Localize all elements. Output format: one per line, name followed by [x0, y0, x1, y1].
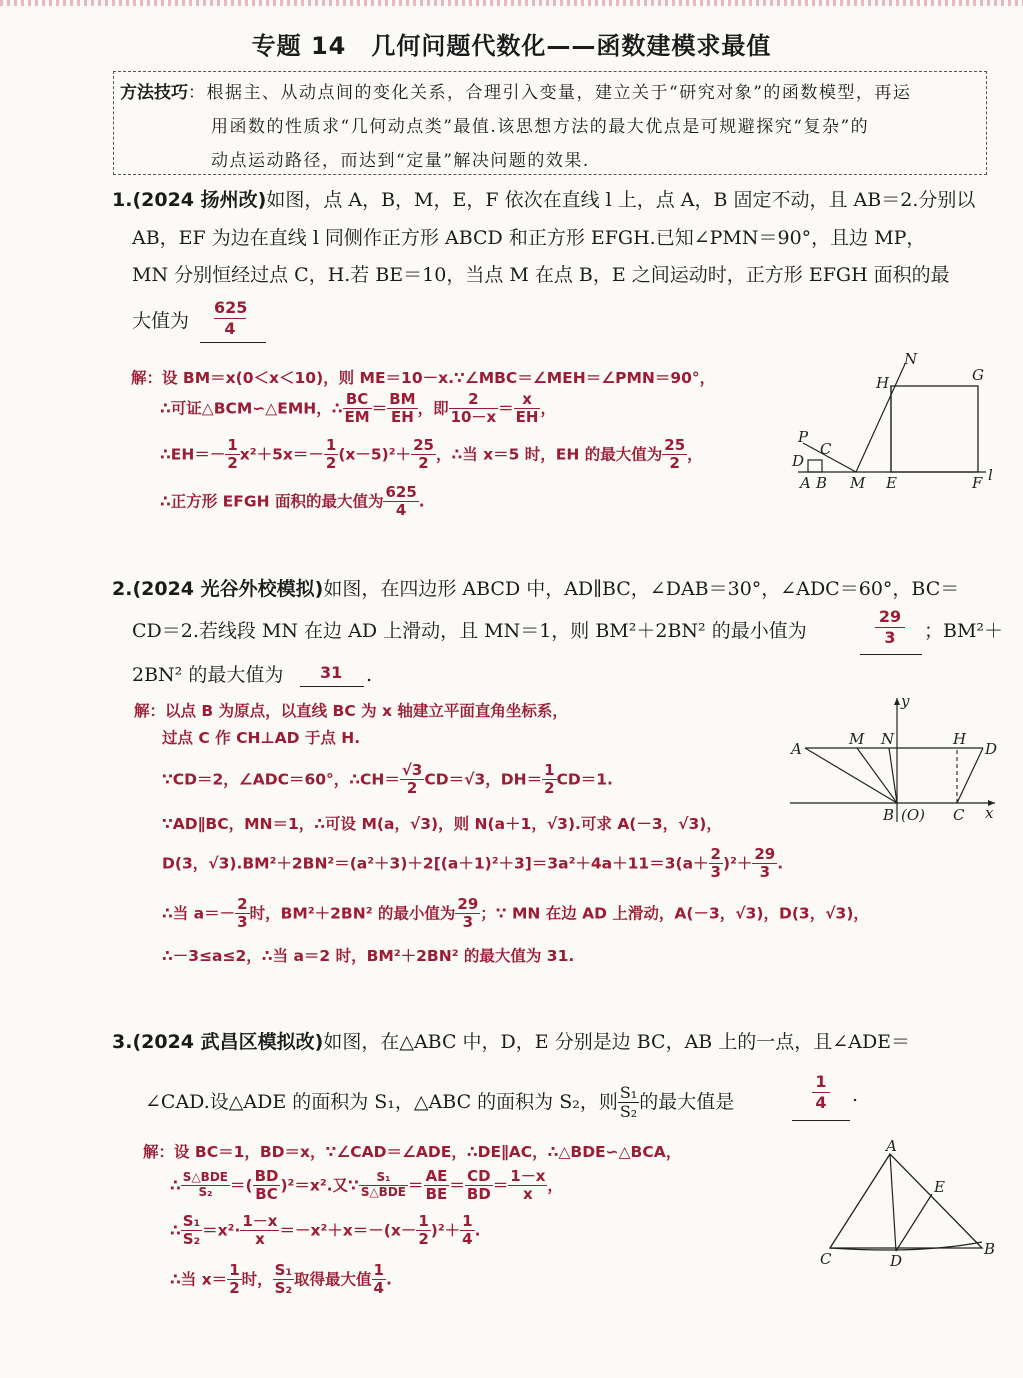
q1-sol-1: 解：设 BM＝x(0＜x＜10)，则 ME＝10－x.∵∠MBC＝∠MEH＝∠PMN＝90°， — [131, 369, 716, 387]
q2-text-3b: . — [366, 664, 373, 686]
frac-num: 2 — [237, 895, 248, 913]
frac-num: 25 — [664, 436, 686, 454]
q1-answer-blank — [200, 296, 266, 343]
q2-source: (2024 光谷外校模拟) — [132, 578, 324, 600]
frac-den: BE — [425, 1185, 448, 1204]
q3-sol-3-text-a: ∴ — [170, 1221, 181, 1240]
q3-sol-4-frac-1 — [227, 1262, 241, 1298]
q3-sol-2-frac-5 — [465, 1168, 493, 1204]
segment-de — [896, 1194, 932, 1251]
frac-num: 29 — [457, 895, 479, 913]
q3-answer-blank — [792, 1070, 850, 1121]
q3-text-2c: . — [852, 1084, 859, 1106]
frac-num: S₁ — [359, 1171, 408, 1186]
label-m: M — [849, 730, 865, 748]
segment-bn — [889, 748, 897, 803]
q2-sol-1: 解：以点 B 为原点，以直线 BC 为 x 轴建立平面直角坐标系， — [134, 702, 568, 720]
label-b: B — [883, 806, 895, 824]
q3-sol-2-text-b: ＝( — [229, 1176, 253, 1195]
frac-den: 3 — [759, 863, 771, 882]
q2-sol-6-text-a: ∴当 a＝－ — [162, 904, 236, 923]
side-cb-curve — [830, 1242, 982, 1250]
method-text-2: 用函数的性质求“几何动点类”最值.该思想方法的最大优点是可规避探究“复杂”的 — [211, 117, 870, 137]
side-ab — [805, 748, 897, 803]
frac-num: 625 — [385, 483, 417, 501]
q1-sol-2-frac-4 — [514, 391, 541, 427]
frac-num: 25 — [413, 436, 434, 454]
label-h: H — [876, 374, 890, 392]
q2-sol-5-text-c: . — [777, 854, 784, 873]
q1-sol-3-text-d: ，∴当 x＝5 时，EH 的最大值为 — [435, 445, 663, 464]
top-decoration — [0, 0, 1023, 6]
label-d: D — [890, 1252, 903, 1270]
q2-sol-3-frac-2 — [542, 762, 556, 798]
q2-sol-6-text-b: 时，BM²＋2BN² 的最小值为 — [249, 904, 456, 923]
q3-sol-3-text-d: )²＋ — [430, 1221, 461, 1240]
q2-sol-3 — [162, 762, 613, 798]
frac-den: EH — [390, 408, 414, 427]
q2-sol-5-frac-2 — [752, 846, 777, 882]
label-y: y — [901, 692, 910, 710]
q3-sol-2-text-c: )²＝x².又∵ — [280, 1176, 359, 1195]
q3-source: (2024 武昌区模拟改) — [132, 1031, 324, 1053]
label-c: C — [820, 440, 832, 458]
q2-sol-3-text-c: CD＝1. — [556, 770, 613, 789]
q1-sol-3-frac-4 — [662, 437, 687, 473]
frac-num: 1 — [227, 436, 238, 454]
frac-num: 1－x — [510, 1167, 546, 1185]
frac-num: √3 — [401, 761, 423, 779]
q1-sol-2-frac-2 — [387, 391, 417, 427]
label-a: A — [791, 740, 802, 758]
frac-den: 4 — [373, 1279, 384, 1298]
label-g: G — [972, 366, 984, 384]
q3-sol-2-frac-2 — [253, 1168, 281, 1204]
frac-den: x — [255, 1230, 265, 1249]
q3-answer-num: 1 — [812, 1072, 830, 1093]
frac-den: 2 — [229, 1279, 240, 1298]
frac-den: EM — [344, 408, 370, 427]
q1-sol-2-eq-2: ＝ — [498, 399, 514, 418]
q3-ratio — [618, 1084, 639, 1122]
frac-num: 1 — [462, 1212, 473, 1230]
frac-den: S₂ — [274, 1279, 293, 1298]
q1-text-4: 大值为 — [132, 310, 190, 332]
frac-num: BM — [389, 390, 416, 408]
label-e: E — [934, 1178, 945, 1196]
y-axis-arrow — [894, 698, 900, 705]
label-x: x — [985, 804, 994, 822]
q2-sol-3-text-a: ∵CD＝2，∠ADC＝60°，∴CH＝ — [162, 770, 400, 789]
q1-text-2: AB，EF 为边在直线 l 同侧作正方形 ABCD 和正方形 EFGH.已知∠PMN＝90°，且边 MP， — [132, 227, 926, 249]
q3-sol-3-text-b: ＝x²· — [202, 1221, 241, 1240]
q3-sol-3-frac-4 — [460, 1213, 474, 1249]
q3-sol-2-frac-3 — [359, 1171, 408, 1200]
q1-answer-den: 4 — [224, 319, 236, 338]
q2-text-1: 如图，在四边形 ABCD 中，AD∥BC，∠DAB＝30°，∠ADC＝60°，BC＝ — [323, 578, 960, 600]
frac-den: BC — [255, 1185, 278, 1204]
label-d: D — [792, 452, 805, 470]
label-c: C — [820, 1250, 832, 1268]
q1-sol-3-frac-2 — [324, 437, 338, 473]
frac-den: 2 — [227, 454, 238, 473]
label-o: (O) — [901, 806, 926, 824]
frac-num: AE — [425, 1167, 448, 1185]
q3-text-2b: 的最大值是 — [639, 1090, 735, 1113]
q3-sol-1: 解：设 BC＝1，BD＝x，∵∠CAD＝∠ADE，∴DE∥AC，∴△BDE∽△BCA， — [143, 1143, 682, 1161]
q1-sol-3-frac-3 — [411, 437, 436, 473]
page-title: 专题 14 几何问题代数化——函数建模求最值 — [251, 32, 772, 60]
frac-num: S₁ — [274, 1261, 293, 1279]
q2-sol-5-text-a: D(3，√3).BM²＋2BN²＝(a²＋3)＋2[(a＋1)²＋3]＝3a²＋4a＋11＝3(a＋ — [162, 854, 709, 873]
q2-figure — [785, 690, 1000, 830]
q1-sol-3 — [160, 437, 703, 473]
method-text-3: 动点运动路径，而达到“定量”解决问题的效果. — [211, 151, 590, 171]
q2-answer-2: 31 — [320, 663, 343, 682]
q3-sol-2-text-f: ＝ — [492, 1176, 509, 1195]
frac-den: EH — [515, 408, 539, 427]
frac-num: S△BDE — [182, 1170, 228, 1185]
frac-den: 4 — [462, 1230, 473, 1249]
frac-num: 2 — [710, 845, 721, 863]
q3-figure — [810, 1138, 1000, 1273]
q2-answer-1-den: 3 — [884, 628, 896, 647]
q1-sol-3-text-c: (x－5)²＋ — [338, 445, 412, 464]
q3-sol-2-text-g: ， — [547, 1176, 563, 1195]
label-b: B — [984, 1240, 996, 1258]
q1-sol-3-text-b: x²＋5x＝－ — [239, 445, 324, 464]
q3-sol-4-frac-2 — [273, 1262, 294, 1298]
frac-den: S₂ — [182, 1230, 201, 1249]
q1-figure — [788, 350, 998, 495]
frac-num: S₁ — [182, 1212, 201, 1230]
q2-sol-2: 过点 C 作 CH⊥AD 于点 H. — [162, 729, 361, 747]
frac-den: 10－x — [450, 408, 497, 427]
frac-den: 3 — [710, 863, 721, 882]
segment-ad — [890, 1154, 896, 1251]
q3-answer — [812, 1072, 830, 1113]
q2-sol-6-frac-2 — [455, 896, 480, 932]
q1-line-1 — [112, 189, 975, 212]
q3-sol-3-text-e: . — [474, 1221, 481, 1240]
q2-sol-6-frac-1 — [235, 896, 249, 932]
label-c: C — [953, 806, 965, 824]
q3-sol-4 — [170, 1262, 392, 1298]
q2-answer-1 — [875, 607, 905, 648]
frac-den: S₂ — [619, 1102, 638, 1122]
q3-sol-2-text-d: ＝ — [408, 1176, 424, 1195]
q3-sol-3 — [170, 1213, 481, 1249]
q1-sol-3-text-a: ∴EH＝－ — [160, 445, 226, 464]
q2-number: 2. — [112, 578, 133, 600]
label-l: l — [988, 466, 993, 484]
frac-num: 1 — [229, 1261, 240, 1279]
q3-sol-4-text-d: . — [385, 1270, 392, 1289]
label-n: N — [904, 350, 918, 368]
method-box — [113, 71, 987, 175]
q1-text-3: MN 分别恒经过点 C，H.若 BE＝10，当点 M 在点 B，E 之间运动时，正方形 EFGH 面积的最 — [132, 264, 950, 286]
q3-sol-3-frac-3 — [416, 1213, 430, 1249]
method-line-1 — [120, 78, 911, 103]
method-text-1: ：根据主、从动点间的变化关系，合理引入变量，建立关于“研究对象”的函数模型，再运 — [188, 83, 912, 103]
frac-num: CD — [465, 1168, 493, 1186]
q1-sol-2-text-b: ，即 — [417, 399, 449, 418]
q3-sol-2 — [170, 1168, 563, 1204]
q3-sol-2-frac-1 — [181, 1171, 230, 1200]
frac-den: BD — [466, 1185, 491, 1204]
frac-den: 2 — [669, 454, 680, 473]
q2-answer-1-num: 29 — [875, 607, 905, 628]
frac-den: 2 — [406, 779, 418, 798]
label-p: P — [798, 428, 809, 446]
label-a: A — [800, 474, 811, 492]
q3-sol-2-frac-6 — [508, 1168, 547, 1204]
frac-den: 3 — [237, 913, 248, 932]
q1-sol-2-frac-3 — [449, 391, 499, 427]
q1-sol-4 — [160, 484, 425, 520]
q2-sol-6 — [162, 896, 869, 932]
label-n: N — [881, 730, 895, 748]
q1-answer — [214, 298, 246, 339]
frac-den: 2 — [544, 779, 555, 798]
frac-num: 29 — [754, 845, 776, 863]
q3-sol-2-text-e: ＝ — [449, 1176, 465, 1195]
method-label: 方法技巧 — [120, 83, 188, 103]
frac-num: 1 — [418, 1212, 429, 1230]
frac-den: S△BDE — [360, 1185, 406, 1200]
q3-sol-4-text-a: ∴当 x＝ — [170, 1270, 228, 1289]
frac-num: x — [514, 391, 541, 409]
q3-sol-4-text-b: 时， — [241, 1270, 273, 1289]
q2-text-2b: ；BM²＋ — [924, 620, 1004, 642]
q2-sol-6-text-c: ；∵ MN 在边 AD 上滑动，A(－3，√3)，D(3，√3)， — [480, 904, 869, 923]
q1-sol-2-text-c: ， — [540, 399, 556, 418]
q1-text-1: 如图，点 A，B，M，E，F 依次在直线 l 上，点 A，B 固定不动，且 AB＝2.分别以 — [266, 189, 976, 211]
frac-num: 1 — [544, 761, 555, 779]
q3-number: 3. — [112, 1031, 133, 1053]
q2-sol-5-frac-1 — [709, 846, 723, 882]
q1-sol-3-frac-1 — [225, 437, 239, 473]
frac-den: 2 — [418, 454, 429, 473]
q3-sol-3-frac-2 — [240, 1213, 279, 1249]
frac-den: 2 — [418, 1230, 429, 1249]
q3-sol-2-text-a: ∴ — [170, 1176, 181, 1195]
q1-source: (2024 扬州改) — [132, 189, 267, 211]
q2-answer-2-blank — [300, 663, 364, 687]
side-cd — [957, 748, 983, 803]
q3-sol-4-text-c: 取得最大值 — [294, 1270, 372, 1289]
q2-sol-4: ∵AD∥BC，MN＝1，∴可设 M(a，√3)，则 N(a＋1，√3).可求 A(－3，√3)， — [162, 815, 722, 833]
q2-answer-1-blank — [860, 604, 922, 655]
triangle-abc — [830, 1154, 982, 1248]
label-e: E — [886, 474, 897, 492]
q3-sol-3-text-c: ＝－x²＋x＝－(x－ — [279, 1221, 417, 1240]
label-a: A — [886, 1138, 897, 1155]
square-efgh — [891, 386, 978, 472]
frac-den: 2 — [325, 454, 337, 473]
q2-sol-5 — [162, 846, 783, 882]
q3-text-2a: ∠CAD.设△ADE 的面积为 S₁，△ABC 的面积为 S₂，则 — [145, 1090, 618, 1113]
frac-den: 4 — [395, 501, 407, 520]
frac-num: BC — [343, 391, 372, 409]
q2-sol-3-frac-1 — [400, 762, 424, 798]
frac-num: S₁ — [619, 1083, 638, 1102]
q2-line-1 — [112, 578, 959, 601]
frac-num: 2 — [449, 391, 499, 409]
q3-sol-3-frac-1 — [181, 1213, 202, 1249]
label-h: H — [953, 730, 967, 748]
label-d: D — [985, 740, 998, 758]
square-abcd — [808, 460, 822, 472]
q2-sol-7: ∴－3≤a≤2，∴当 a＝2 时，BM²＋2BN² 的最大值为 31. — [162, 947, 575, 965]
q1-sol-2-text-a: ∴可证△BCM∽△EMH，∴ — [160, 399, 343, 418]
label-f: F — [972, 474, 983, 492]
q1-sol-2-eq-1: ＝ — [371, 399, 388, 418]
q1-answer-num: 625 — [214, 298, 248, 317]
segment-bm — [857, 748, 897, 803]
q2-sol-3-text-b: CD＝√3，DH＝ — [424, 770, 543, 789]
q2-text-2a: CD＝2.若线段 MN 在边 AD 上滑动，且 MN＝1，则 BM²＋2BN² 的最小值为 — [132, 620, 807, 642]
frac-num: BD — [254, 1167, 279, 1185]
q1-sol-4-frac — [383, 484, 418, 520]
q1-sol-3-text-e: ， — [687, 445, 703, 464]
q1-sol-4-text-b: . — [418, 492, 425, 511]
q3-line-2 — [145, 1084, 734, 1122]
q1-sol-4-text-a: ∴正方形 EFGH 面积的最大值为 — [160, 492, 384, 511]
frac-den: 3 — [462, 913, 474, 932]
q1-sol-2-frac-1 — [343, 391, 372, 427]
frac-num: 1 — [325, 436, 337, 454]
frac-den: x — [523, 1185, 533, 1204]
label-m: M — [850, 474, 866, 492]
q1-sol-2 — [160, 391, 556, 427]
q3-sol-4-frac-3 — [372, 1262, 386, 1298]
q3-sol-2-frac-4 — [424, 1168, 450, 1204]
q3-line-1 — [112, 1031, 910, 1054]
q2-text-3a: 2BN² 的最大值为 — [132, 664, 284, 686]
q3-answer-den: 4 — [815, 1093, 827, 1112]
q1-number: 1. — [112, 189, 133, 211]
label-b: B — [816, 474, 828, 492]
frac-num: 1－x — [242, 1212, 278, 1230]
frac-den: S₂ — [198, 1185, 213, 1200]
frac-num: 1 — [373, 1261, 384, 1279]
q3-text-1: 如图，在△ABC 中，D，E 分别是边 BC，AB 上的一点，且∠ADE＝ — [323, 1031, 911, 1053]
q2-sol-5-text-b: )²＋ — [722, 854, 753, 873]
